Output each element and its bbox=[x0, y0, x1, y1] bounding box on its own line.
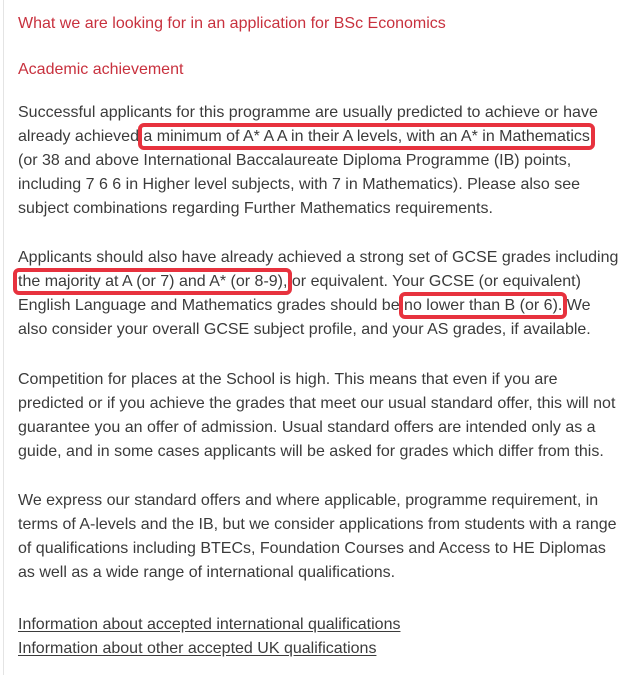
paragraph-line bbox=[18, 125, 628, 149]
paragraph-predicted-grades bbox=[18, 101, 628, 221]
paragraph-line: including 7 6 6 in Higher level subjects, with 7 in Mathematics). Please also see bbox=[18, 176, 581, 193]
links-list bbox=[18, 613, 400, 661]
link-international-qualifications[interactable]: Information about accepted international qualifications bbox=[18, 616, 401, 633]
paragraph-line: We express our standard offers and where applicable, programme requirement, in bbox=[18, 492, 599, 509]
paragraph-line: predicted or if you achieve the grades that meet our usual standard offer, this will not bbox=[18, 395, 616, 412]
paragraph-line: (or 38 and above International Baccalaureate Diploma Programme (IB) points, bbox=[18, 152, 572, 169]
paragraph-line: Applicants should also have already achieved a strong set of GCSE grades including bbox=[18, 249, 619, 266]
paragraph-line bbox=[18, 270, 628, 294]
highlighted-a-level-requirement: a minimum of A* A A in their A levels, with an A* in Mathematics bbox=[143, 128, 590, 145]
paragraph-line: also consider your overall GCSE subject profile, and your AS grades, if available. bbox=[18, 321, 591, 338]
highlighted-minimum-grade-requirement: no lower than B (or 6). bbox=[404, 297, 563, 314]
paragraph-other-qualifications bbox=[18, 489, 628, 585]
paragraph-line: Competition for places at the School is high. This means that even if you are bbox=[18, 371, 558, 388]
page-heading: What we are looking for in an application for BSc Economics bbox=[18, 15, 446, 32]
link-uk-qualifications[interactable]: Information about other accepted UK qualifications bbox=[18, 640, 377, 657]
paragraph-line bbox=[18, 294, 628, 318]
paragraph-line: of qualifications including BTECs, Foundation Courses and Access to HE Diplomas bbox=[18, 540, 606, 557]
paragraph-line: as well as a wide range of international qualifications. bbox=[18, 564, 396, 581]
paragraph-line: guarantee you an offer of admission. Usual standard offers are intended only as a bbox=[18, 419, 596, 436]
paragraph-competition bbox=[18, 368, 628, 464]
highlighted-gcse-majority-requirement: the majority at A (or 7) and A* (or 8-9), bbox=[18, 273, 288, 290]
text-span: or equivalent. Your GCSE (or equivalent) bbox=[287, 273, 581, 290]
section-heading-academic-achievement: Academic achievement bbox=[18, 61, 184, 78]
paragraph-line: subject combinations regarding Further Mathematics requirements. bbox=[18, 200, 493, 217]
paragraph-line: terms of A-levels and the IB, but we consider applications from students with a range bbox=[18, 516, 617, 533]
paragraph-line: Successful applicants for this programme are usually predicted to achieve or have bbox=[18, 104, 598, 121]
paragraph-line: guide, and in some cases applicants will be asked for grades which differ from this. bbox=[18, 443, 604, 460]
text-span: English Language and Mathematics grades should be bbox=[18, 297, 405, 314]
text-span: We bbox=[562, 297, 591, 314]
text-span: already achieved bbox=[18, 128, 144, 145]
left-divider bbox=[3, 0, 4, 675]
paragraph-gcse-grades bbox=[18, 246, 628, 342]
